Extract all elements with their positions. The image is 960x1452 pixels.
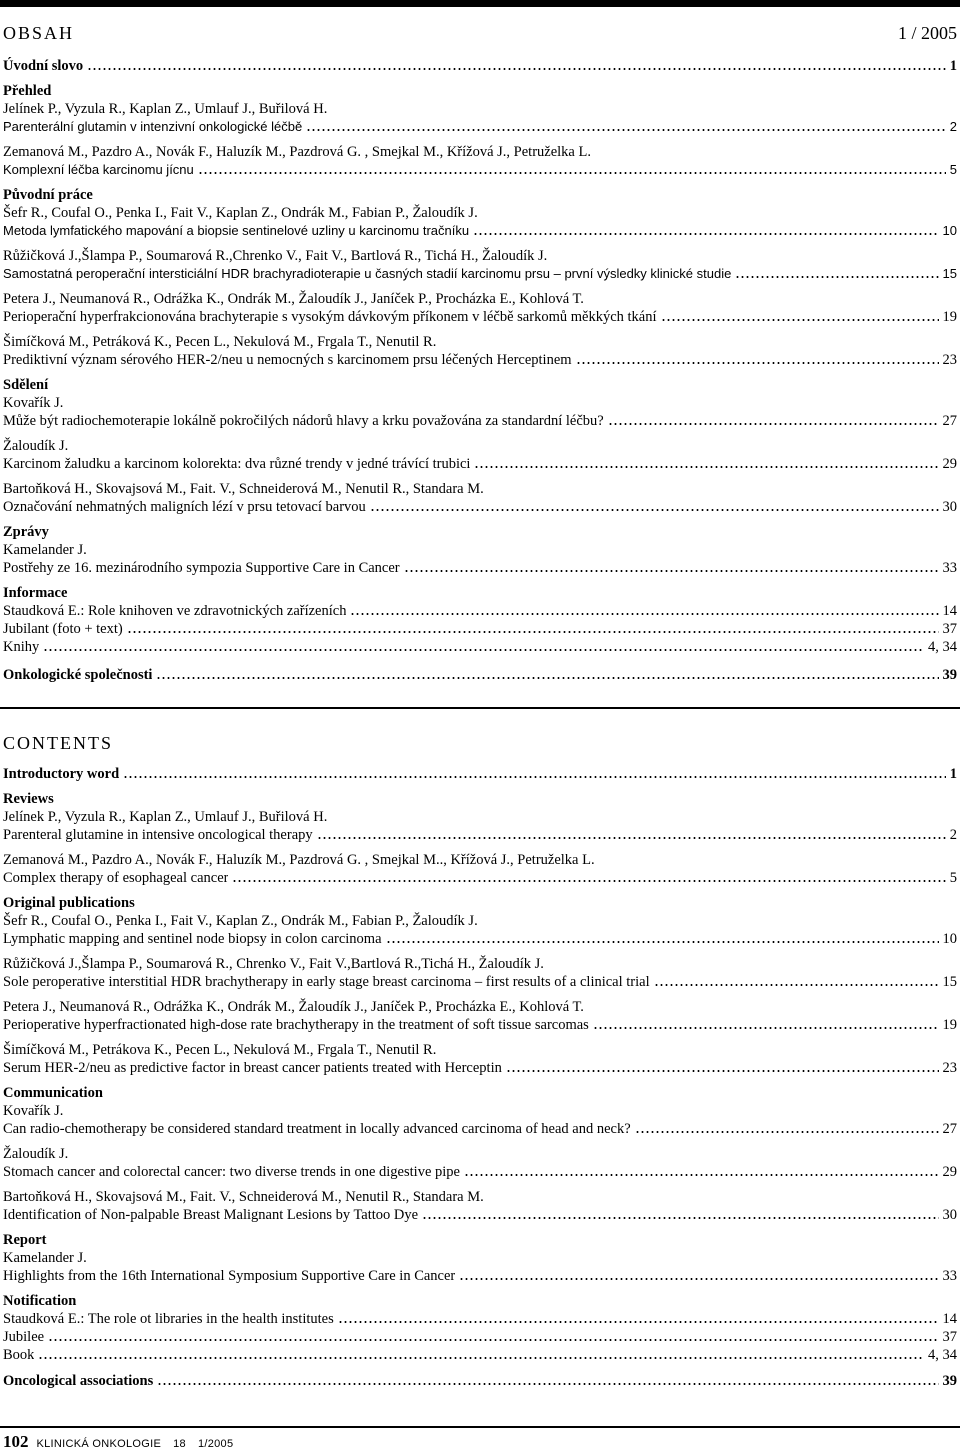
- dot-leader: [386, 941, 939, 943]
- entry-page: 10: [942, 931, 957, 947]
- entry-title: Onkologické společnosti: [3, 667, 153, 683]
- dot-leader: [635, 1131, 939, 1133]
- entry-title: Prediktivní význam sérového HER-2/neu u nemocných s karcinomem prsu léčených Herceptinem: [3, 352, 572, 368]
- entry-title: Book: [3, 1347, 35, 1363]
- dot-leader: [87, 68, 946, 70]
- dot-leader: [459, 1278, 938, 1280]
- entry-title: Oncological associations: [3, 1373, 154, 1389]
- entry-title: Can radio-chemotherapy be considered standard treatment in locally advanced carcinoma of head and neck?: [3, 1121, 631, 1137]
- toc-entry[interactable]: [3, 826, 957, 844]
- toc-entry-intro[interactable]: [3, 765, 957, 783]
- entry-page: 19: [942, 309, 957, 325]
- toc-entry[interactable]: [3, 455, 957, 473]
- entry-page: 5: [949, 870, 957, 886]
- dot-leader: [473, 233, 938, 235]
- entry-page: 39: [942, 1373, 957, 1389]
- entry-authors: Růžičková J.,Šlampa P., Soumarová R.,Chrenko V., Fait V., Bartlová R., Tichá H., Žaloudík J.: [3, 248, 548, 264]
- entry-authors: Zemanová M., Pazdro A., Novák F., Haluzík M., Pazdrová G. , Smejkal M., Křížová J., Petruželka L.: [3, 144, 591, 160]
- entry-page: 5: [949, 162, 957, 177]
- toc-entry[interactable]: [3, 412, 957, 430]
- entry-title: Staudková E.: The role ot libraries in the health institutes: [3, 1311, 334, 1327]
- entry-authors: Kovařík J.: [3, 395, 64, 411]
- entry-title: Lymphatic mapping and sentinel node biopsy in colon carcinoma: [3, 931, 382, 947]
- entry-authors: Petera J., Neumanová R., Odrážka K., Ondrák M., Žaloudík J., Janíček P., Procházka E., Kohlová T.: [3, 291, 584, 307]
- dot-leader: [198, 172, 946, 174]
- dot-leader: [48, 1339, 938, 1341]
- dot-leader: [157, 1383, 938, 1385]
- toc-entry[interactable]: [3, 1059, 957, 1077]
- entry-page: 33: [942, 560, 957, 576]
- entry-title: Úvodní slovo: [3, 58, 84, 74]
- entry-authors: Žaloudík J.: [3, 438, 69, 454]
- entry-title: Introductory word: [3, 766, 120, 782]
- entry-title: Highlights from the 16th International Symposium Supportive Care in Cancer: [3, 1268, 456, 1284]
- entry-title: Parenterální glutamin v intenzivní onkologické léčbě: [3, 119, 303, 134]
- section-heading: Informace: [3, 585, 68, 601]
- entry-title: Perioperative hyperfractionated high-dose rate brachytherapy in the treatment of soft tissue sarcomas: [3, 1017, 589, 1033]
- dot-leader: [576, 362, 939, 364]
- section-divider: [0, 707, 960, 709]
- section-heading: Original publications: [3, 895, 135, 911]
- entry-page: 33: [942, 1268, 957, 1284]
- entry-page: 19: [942, 1017, 957, 1033]
- entry-title: Metoda lymfatického mapování a biopsie sentinelové uzliny u karcinomu tračníku: [3, 223, 470, 238]
- section-heading: Původní práce: [3, 187, 93, 203]
- section-title: OBSAH: [3, 23, 75, 43]
- entry-page: 37: [942, 621, 957, 637]
- entry-title: Označování nehmatných maligních lézí v prsu tetovací barvou: [3, 499, 366, 515]
- entry-page: 14: [942, 1311, 957, 1327]
- toc-entry[interactable]: [3, 930, 957, 948]
- section-title: CONTENTS: [3, 733, 113, 753]
- dot-leader: [506, 1070, 939, 1072]
- dot-leader: [306, 129, 946, 131]
- entry-title: Parenteral glutamine in intensive oncological therapy: [3, 827, 313, 843]
- journal-issue: 1/2005: [197, 1438, 234, 1450]
- contents-header: [3, 732, 957, 754]
- journal-volume: 18: [173, 1438, 186, 1450]
- toc-entry[interactable]: [3, 638, 957, 656]
- toc-entry[interactable]: [3, 602, 957, 620]
- dot-leader: [38, 1357, 924, 1359]
- entry-page: 2: [949, 827, 957, 843]
- toc-entry-intro[interactable]: [3, 57, 957, 75]
- entry-page: 2: [949, 119, 957, 134]
- dot-leader: [156, 677, 938, 679]
- toc-entry[interactable]: [3, 498, 957, 516]
- entry-page: 10: [942, 223, 957, 238]
- entry-title: Serum HER-2/neu as predictive factor in breast cancer patients treated with Herceptin: [3, 1060, 502, 1076]
- entry-authors: Petera J., Neumanová R., Odrážka K., Ondrák M., Žaloudík J., Janíček P., Procházka E., Kohlová T.: [3, 999, 584, 1015]
- toc-entry[interactable]: [3, 869, 957, 887]
- entry-page: 30: [942, 1207, 957, 1223]
- entry-title: Identification of Non-palpable Breast Malignant Lesions by Tattoo Dye: [3, 1207, 419, 1223]
- dot-leader: [608, 423, 939, 425]
- entry-title: Staudková E.: Role knihoven ve zdravotnických zařízeních: [3, 603, 347, 619]
- entry-page: 4, 34: [928, 639, 957, 655]
- dot-leader: [43, 649, 924, 651]
- entry-title: Postřehy ze 16. mezinárodního sympozia Supportive Care in Cancer: [3, 560, 400, 576]
- journal-name: KLINICKÁ ONKOLOGIE: [36, 1438, 162, 1450]
- entry-authors: Jelínek P., Vyzula R., Kaplan Z., Umlauf J., Buřilová H.: [3, 101, 328, 117]
- entry-title: Stomach cancer and colorectal cancer: two diverse trends in one digestive pipe: [3, 1164, 460, 1180]
- toc-entry[interactable]: [3, 620, 957, 638]
- toc-entry[interactable]: [3, 1310, 957, 1328]
- entry-title: Knihy: [3, 639, 40, 655]
- entry-page: 14: [942, 603, 957, 619]
- entry-title: Jubilee: [3, 1329, 45, 1345]
- dot-leader: [350, 613, 938, 615]
- toc-entry[interactable]: [3, 1346, 957, 1364]
- dot-leader: [474, 466, 938, 468]
- toc-entry-onko[interactable]: [3, 1372, 957, 1390]
- dot-leader: [127, 631, 939, 633]
- entry-title: Sole peroperative interstitial HDR brachytherapy in early stage breast carcinoma – first results of a clinical trial: [3, 974, 650, 990]
- toc-entry-onko[interactable]: [3, 666, 957, 684]
- toc-entry[interactable]: [3, 1206, 957, 1224]
- entry-authors: Zemanová M., Pazdro A., Novák F., Haluzík M., Pazdrová G. , Smejkal M.., Křížová J., Petruželka L.: [3, 852, 595, 868]
- dot-leader: [123, 776, 946, 778]
- dot-leader: [317, 837, 946, 839]
- entry-authors: Bartoňková H., Skovajsová M., Fait. V., Schneiderová M., Nenutil R., Standara M.: [3, 481, 484, 497]
- section-heading: Přehled: [3, 83, 52, 99]
- page-footer: [3, 1432, 233, 1450]
- issue-label: 1 / 2005: [897, 23, 957, 43]
- dot-leader: [464, 1174, 939, 1176]
- obsah-header: [3, 22, 957, 44]
- footer-rule: [0, 1426, 960, 1428]
- entry-page: 15: [942, 974, 957, 990]
- entry-page: 27: [942, 1121, 957, 1137]
- entry-title: Jubilant (foto + text): [3, 621, 123, 637]
- entry-authors: Šefr R., Coufal O., Penka I., Fait V., Kaplan Z., Ondrák M., Fabian P., Žaloudík J.: [3, 205, 478, 221]
- toc-entry[interactable]: [3, 1267, 957, 1285]
- entry-page: 23: [942, 1060, 957, 1076]
- entry-title: Perioperační hyperfrakcionována brachyterapie s vysokým dávkovým příkonem v léčbě sarkomů měkkých tkání: [3, 309, 657, 325]
- entry-page: 23: [942, 352, 957, 368]
- entry-authors: Jelínek P., Vyzula R., Kaplan Z., Umlauf J., Buřilová H.: [3, 809, 328, 825]
- entry-page: 37: [942, 1329, 957, 1345]
- entry-authors: Šimíčková M., Petrákova K., Pecen L., Nekulová M., Frgala T., Nenutil R.: [3, 1042, 437, 1058]
- toc-entry[interactable]: [3, 559, 957, 577]
- entry-authors: Kamelander J.: [3, 542, 87, 558]
- toc-entry[interactable]: [3, 1016, 957, 1034]
- entry-title: Samostatná peroperační intersticiální HDR brachyradioterapie u časných stadií karcinomu prsu – první výsledky klinické studie: [3, 266, 732, 281]
- entry-authors: Šefr R., Coufal O., Penka I., Fait V., Kaplan Z., Ondrák M., Fabian P., Žaloudík J.: [3, 913, 478, 929]
- dot-leader: [735, 276, 938, 278]
- entry-page: 29: [942, 1164, 957, 1180]
- toc-entry[interactable]: [3, 973, 957, 991]
- entry-page: 29: [942, 456, 957, 472]
- entry-authors: Kamelander J.: [3, 1250, 87, 1266]
- page-number: 102: [3, 1432, 29, 1451]
- toc-entry[interactable]: [3, 222, 957, 240]
- section-heading: Reviews: [3, 791, 54, 807]
- dot-leader: [593, 1027, 939, 1029]
- dot-leader: [422, 1217, 938, 1219]
- dot-leader: [404, 570, 939, 572]
- entry-authors: Šimíčková M., Petráková K., Pecen L., Nekulová M., Frgala T., Nenutil R.: [3, 334, 437, 350]
- toc-entry[interactable]: [3, 1120, 957, 1138]
- top-rule: [0, 0, 960, 7]
- dot-leader: [661, 319, 939, 321]
- toc-entry[interactable]: [3, 1163, 957, 1181]
- entry-page: 4, 34: [928, 1347, 957, 1363]
- entry-authors: Bartoňková H., Skovajsová M., Fait. V., Schneiderová M., Nenutil R., Standara M.: [3, 1189, 484, 1205]
- entry-page: 1: [949, 58, 957, 74]
- entry-page: 30: [942, 499, 957, 515]
- entry-authors: Růžičková J.,Šlampa P., Soumarová R., Chrenko V., Fait V.,Bartlová R.,Tichá H., Žaloudík J.: [3, 956, 544, 972]
- section-heading: Communication: [3, 1085, 103, 1101]
- entry-page: 27: [942, 413, 957, 429]
- toc-entry[interactable]: [3, 265, 957, 283]
- toc-entry[interactable]: [3, 308, 957, 326]
- entry-authors: Žaloudík J.: [3, 1146, 69, 1162]
- entry-title: Karcinom žaludku a karcinom kolorekta: dva různé trendy v jedné trávící trubici: [3, 456, 471, 472]
- dot-leader: [232, 880, 945, 882]
- toc-entry[interactable]: [3, 351, 957, 369]
- entry-page: 39: [942, 667, 957, 683]
- dot-leader: [654, 984, 939, 986]
- toc-entry[interactable]: [3, 161, 957, 179]
- entry-page: 1: [949, 766, 957, 782]
- section-heading: Notification: [3, 1293, 77, 1309]
- dot-leader: [370, 509, 939, 511]
- entry-page: 15: [942, 266, 957, 281]
- section-heading: Zprávy: [3, 524, 49, 540]
- entry-title: Komplexní léčba karcinomu jícnu: [3, 162, 194, 177]
- section-heading: Sdělení: [3, 377, 49, 393]
- toc-entry[interactable]: [3, 118, 957, 136]
- section-heading: Report: [3, 1232, 47, 1248]
- entry-authors: Kovařík J.: [3, 1103, 64, 1119]
- entry-title: Může být radiochemoterapie lokálně pokročilých nádorů hlavy a krku považována za standardní léčbu?: [3, 413, 604, 429]
- toc-entry[interactable]: [3, 1328, 957, 1346]
- dot-leader: [338, 1321, 939, 1323]
- entry-title: Complex therapy of esophageal cancer: [3, 870, 229, 886]
